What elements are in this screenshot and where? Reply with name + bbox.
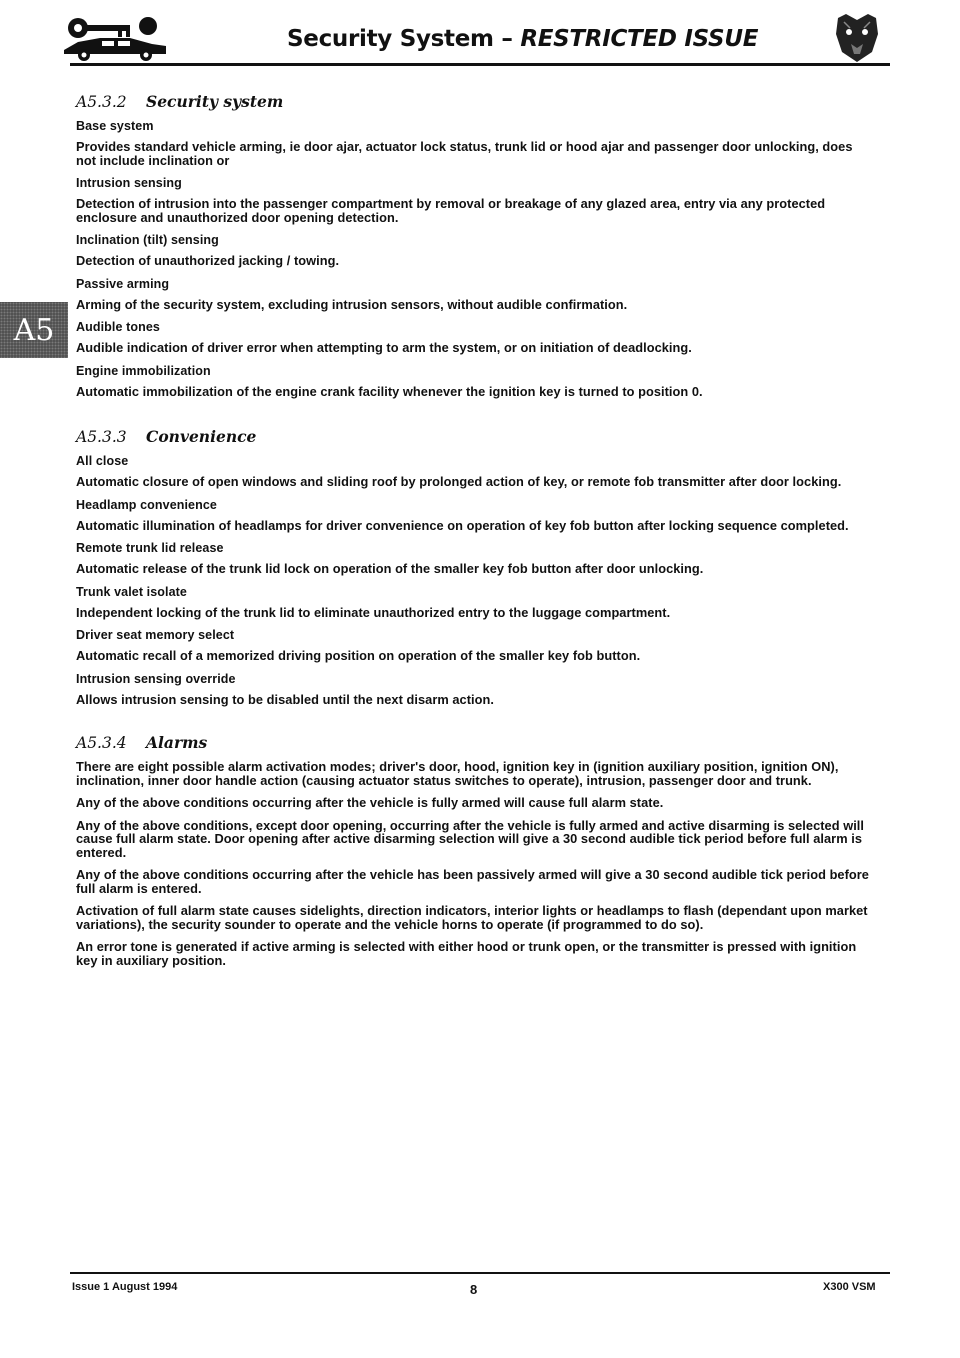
entry-heading: Trunk valet isolate [76, 584, 187, 599]
section-tab-a5 [0, 302, 68, 358]
section-number: A5.3.3 [76, 428, 127, 446]
title-restricted: RESTRICTED ISSUE [520, 26, 759, 52]
page-header [0, 0, 960, 72]
car-key-icon [60, 16, 170, 62]
entry-inclination-sensing [76, 233, 876, 268]
entry-text: Detection of unauthorized jacking / towing. [76, 253, 340, 268]
entry-text: Provides standard vehicle arming, ie door ajar, actuator lock status, trunk lid or hood ajar and passenger door unlocking, does not include inclination or [76, 139, 853, 168]
entry-heading: Inclination (tilt) sensing [76, 233, 219, 247]
section-title: Security system [146, 92, 284, 111]
entry-heading: All close [76, 454, 129, 468]
entry-trunk-valet-isolate [76, 585, 876, 620]
entry-text: Audible indication of driver error when attempting to arm the system, or on initiation of deadlocking. [76, 340, 692, 355]
entry-heading: Intrusion sensing [76, 176, 182, 190]
entry-heading: Driver seat memory select [76, 628, 235, 642]
entry-heading: Passive arming [76, 276, 170, 291]
page-title [287, 26, 758, 52]
section-heading-security [76, 92, 876, 111]
entry-base-system [76, 119, 876, 167]
section-number: A5.3.2 [76, 93, 127, 111]
alarm-paragraph: Any of the above conditions occurring after the vehicle is fully armed will cause full alarm state. [76, 795, 664, 810]
entry-intrusion-override [76, 672, 876, 707]
entry-remote-trunk-release [76, 541, 876, 576]
alarm-paragraph: Any of the above conditions, except door opening, occurring after the vehicle is fully armed and active disarming is selected will cause full alarm state. Door opening after active disarming selection will give a 30 second audible tick period before full alarm is entered. [76, 817, 865, 860]
alarm-paragraph: Any of the above conditions occurring after the vehicle has been passively armed will give a 30 second audible tick period before full alarm is entered. [76, 867, 869, 896]
section-number: A5.3.4 [76, 734, 127, 752]
section-heading-alarms [76, 733, 876, 752]
entry-heading: Remote trunk lid release [76, 541, 224, 555]
section-tab-label: A5 [13, 312, 55, 348]
entry-driver-seat-memory [76, 628, 876, 663]
issue-date: Issue 1 August 1994 [72, 1281, 178, 1293]
entry-text: Automatic release of the trunk lid lock on operation of the smaller key fob button after door unlocking. [76, 561, 704, 576]
entry-audible-tones [76, 320, 876, 355]
page-number: 8 [470, 1282, 478, 1297]
section-title: Alarms [146, 733, 208, 752]
entry-text: Automatic immobilization of the engine crank facility whenever the ignition key is turned to position 0. [76, 383, 703, 399]
entry-text: Arming of the security system, excluding intrusion sensors, without audible confirmation. [76, 296, 628, 312]
entry-headlamp-convenience [76, 498, 876, 533]
entry-heading: Base system [76, 119, 154, 133]
alarm-paragraph: There are eight possible alarm activation modes; driver's door, hood, ignition key in (ignition auxiliary position, ignition ON), inclination, inner door handle action (causing actuator status switches to operate), intrusion, passenger door and trunk. [76, 759, 839, 788]
entry-all-close [76, 454, 876, 489]
entry-passive-arming [76, 277, 876, 312]
entry-heading: Engine immobilization [76, 363, 211, 378]
alarm-paragraph: Activation of full alarm state causes sidelights, direction indicators, interior lights or headlamps to flash (dependant upon market variations), the security sounder to operate and the vehicle horns to operate (if programmed to do so). [76, 903, 868, 932]
section-heading-convenience [76, 427, 876, 446]
entry-heading: Intrusion sensing override [76, 671, 236, 686]
entry-text: Automatic recall of a memorized driving position on operation of the smaller key fob button. [76, 648, 641, 663]
entry-text: Independent locking of the trunk lid to eliminate unauthorized entry to the luggage compartment. [76, 604, 671, 620]
entry-text: Detection of intrusion into the passenger compartment by removal or breakage of any glazed area, entry via any protected enclosure and unauthorized door opening detection. [76, 196, 826, 225]
header-rule [70, 63, 890, 66]
entry-engine-immobilization [76, 364, 876, 399]
jaguar-head-icon [832, 12, 882, 64]
entry-text: Automatic closure of open windows and sliding roof by prolonged action of key, or remote fob transmitter after door locking. [76, 474, 842, 489]
entry-text: Automatic illumination of headlamps for driver convenience on operation of key fob button after locking sequence completed. [76, 517, 849, 533]
entry-heading: Headlamp convenience [76, 497, 217, 512]
section-title: Convenience [146, 427, 257, 446]
entry-intrusion-sensing [76, 176, 876, 224]
document-code: X300 VSM [823, 1281, 876, 1293]
title-plain: Security System – [287, 26, 521, 52]
page-content [76, 92, 876, 976]
alarm-paragraph: An error tone is generated if active arming is selected with either hood or trunk open, or the transmitter is pressed with ignition key in auxiliary position. [76, 939, 857, 968]
footer-rule [70, 1272, 890, 1274]
entry-text: Allows intrusion sensing to be disabled until the next disarm action. [76, 691, 494, 707]
entry-heading: Audible tones [76, 320, 160, 334]
